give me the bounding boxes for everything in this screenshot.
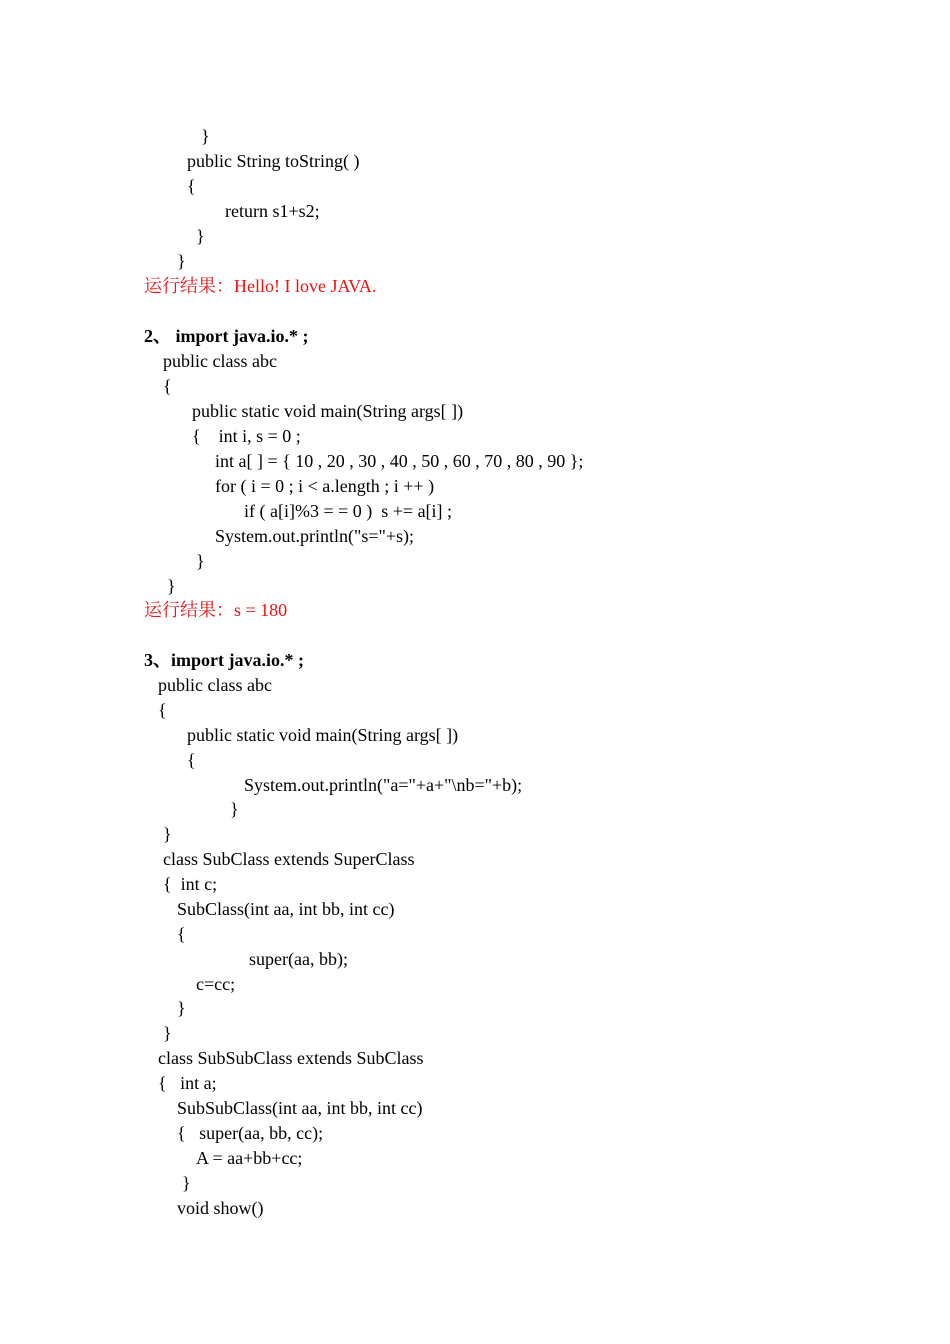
code-line: SubClass(int aa, int bb, int cc) [177,899,395,919]
code-line: } [167,576,176,596]
code-line: System.out.println("s="+s); [215,526,415,546]
code-line: { [158,700,167,720]
code-line: return s1+s2; [225,201,320,221]
code-line: SubSubClass(int aa, int bb, int cc) [177,1098,423,1118]
code-line: A = aa+bb+cc; [196,1148,303,1168]
code-line: public class abc [158,675,272,695]
code-line: for ( i = 0 ; i < a.length ; i ++ ) [215,476,435,496]
code-line: { int c; [163,874,218,894]
code-line: } [163,1023,172,1043]
code-line: void show() [177,1198,264,1218]
code-line: super(aa, bb); [249,949,348,969]
code-line: } [163,824,172,844]
code-line: { int a; [158,1073,217,1093]
code-line: { int i, s = 0 ; [192,426,301,446]
code-line: } [177,998,186,1018]
code-line: { [187,176,196,196]
code-line: } [196,226,205,246]
code-line: } [177,251,186,271]
code-line: System.out.println("a="+a+"\nb="+b); [244,775,523,795]
code-line: } [201,126,210,146]
code-line: public String toString( ) [187,151,360,171]
question-2-header: 2、 import java.io.* ; [144,326,309,346]
code-line: } [230,799,239,819]
code-line: } [196,551,205,571]
code-line: { super(aa, bb, cc); [177,1123,324,1143]
code-line: { [177,924,186,944]
code-line: int a[ ] = { 10 , 20 , 30 , 40 , 50 , 60 , 70 , 80 , 90 }; [215,451,584,471]
code-line: class SubSubClass extends SubClass [158,1048,424,1068]
question-3-header: 3、import java.io.* ; [144,650,304,670]
code-line: { [163,376,172,396]
run-result-1: 运行结果：Hello! I love JAVA. [144,276,377,296]
code-line: } [182,1173,191,1193]
code-line: public static void main(String args[ ]) [187,725,459,745]
code-line: c=cc; [196,974,236,994]
code-line: public class abc [163,351,277,371]
code-line: if ( a[i]%3 = = 0 ) s += a[i] ; [244,501,453,521]
run-result-2: 运行结果：s = 180 [144,600,288,620]
code-line: { [187,750,196,770]
code-line: class SubClass extends SuperClass [163,849,415,869]
code-line: public static void main(String args[ ]) [192,401,464,421]
